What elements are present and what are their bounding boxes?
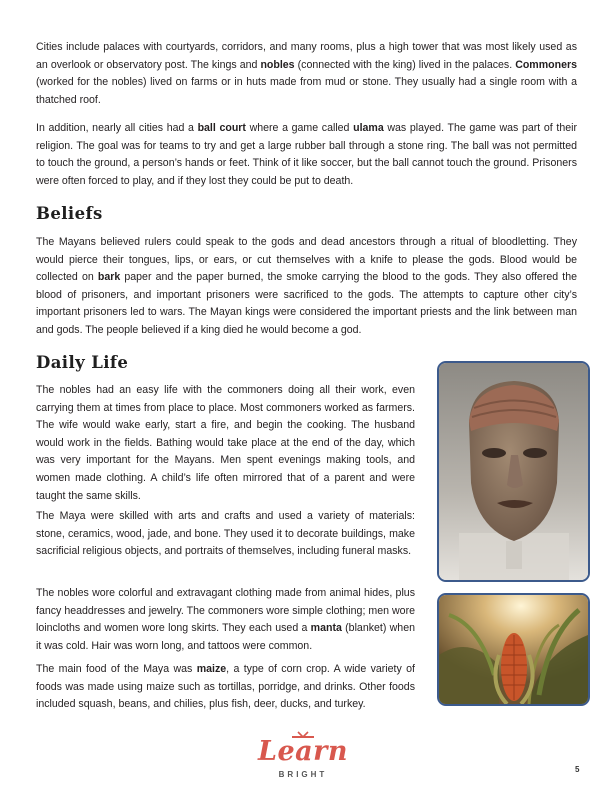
maize-image [437,593,590,706]
beliefs-paragraph: The Mayans believed rulers could speak to the gods and dead ancestors through a ritual of bloodletting. They would pierce their tongues, lips, or ears, or cut themselves with a knife to please the gods. Blood would be collected on bark paper and the paper burned, the smoke carrying the blood to the gods. They also offered the blood of prisoners, and important prisoners were sacrificed to the gods. The attempts to capture other city’s important prisoners led to wars. The Mayan kings were considered the important priests and the link between man and gods. The people believed if a king died he would become a god. [36,236,577,336]
logo-wordmark: Learn [257,736,348,767]
ball-court-paragraph: In addition, nearly all cities had a ball court where a game called ulama was played. The game was part of their religion. The goal was for teams to try and get a large rubber ball through a stone ring. The ball was not permitted to touch the ground, a person’s hands or feet. Think of it like soccer, but the ball cannot touch the ground. Prisoners were often forced to play, and if they lost they could be put to death. [36,122,577,187]
beliefs-heading: Beliefs [36,204,103,223]
maize-paragraph: The main food of the Maya was maize, a type of corn crop. A wide variety of foods was made using maize such as tortillas, porridge, and drinks. Other foods included squash, beans, and chilies, plus fish, deer, ducks, and turkey. [36,663,415,711]
learn-bright-logo [248,730,358,782]
logo-subtitle: BRIGHT [278,770,328,779]
page-number: 5 [575,765,580,774]
arts-crafts-paragraph: The Maya were skilled with arts and crafts and used a variety of materials: stone, ceramics, wood, jade, and bone. They used it to decorate buildings, make sacrificial religious objects, and portraits of themselves, including funeral masks. [36,510,415,558]
intro-paragraph-cities: Cities include palaces with courtyards, corridors, and many rooms, plus a high tower that was most likely used as an overlook or observatory post. The kings and nobles (connected with the king) lived in the palaces. Commoners (worked for the nobles) lived on farms or in huts made from mud or stone. They usually had a single room with a thatched roof. [36,41,577,106]
maize-illustration [439,595,588,704]
clothing-paragraph: The nobles wore colorful and extravagant clothing made from animal hides, plus fancy headdresses and jewelry. The commoners wore simple clothing; men wore loincloths and women wore long skirts. They each used a manta (blanket) when it was cold. Hair was worn long, and tattoos were common. [36,587,415,652]
mask-illustration [439,363,588,580]
daily-life-heading: Daily Life [36,353,129,372]
daily-life-paragraph: The nobles had an easy life with the commoners doing all their work, even carrying them at times from place to place. Most commoners worked as farmers. The wife would wake early, start a fire, and begin the cooking. The husband would work in the fields. Bathing would take place at the end of the day, which was very important for the Mayans. Men spent evenings making tools, and women made clothing. A child’s life often mirrored that of a parent and were taught the same skills. [36,384,415,502]
maya-mask-image [437,361,590,582]
